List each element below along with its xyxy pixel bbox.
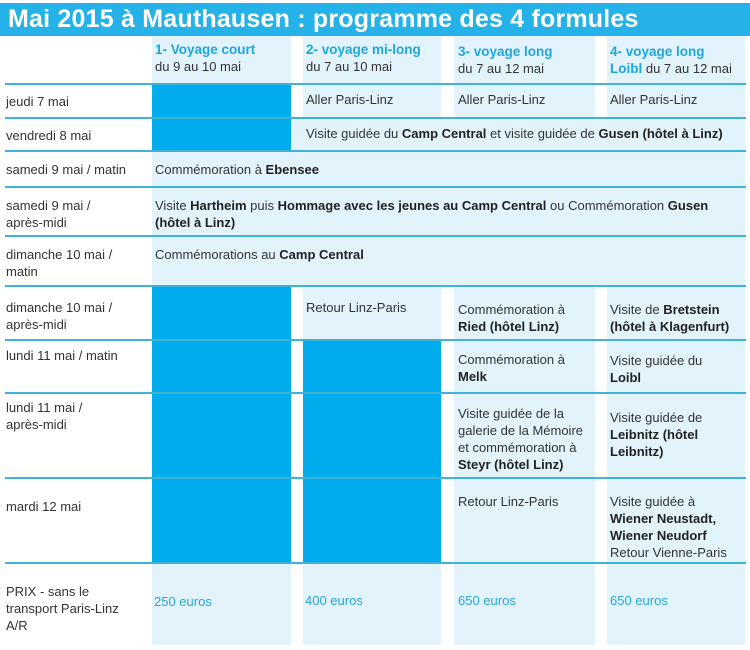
cell-text: Visite Hartheim puis Hommage avec les jeunes au Camp Central ou Commémoration Gusen (hôtel à Linz): [155, 198, 709, 230]
row-divider: [5, 477, 746, 479]
row-divider: [5, 285, 746, 287]
row-label: lundi 11 mai / après-midi: [6, 400, 83, 432]
row-divider: [5, 235, 746, 237]
row-label: jeudi 7 mai: [6, 94, 69, 109]
cell-text: Visite guidée de la galerie de la Mémoire et commémoration à Steyr (hôtel Linz): [458, 406, 584, 472]
cell-text: Visite de Bretstein (hôtel à Klagenfurt): [610, 302, 730, 334]
cell-text: Aller Paris-Linz: [610, 92, 698, 107]
row-divider: [5, 117, 746, 119]
price-value: 650 euros: [610, 593, 668, 608]
excluded-block-col2-bottom: [303, 340, 441, 563]
cell-text: Visite guidée à Wiener Neustadt, Wiener Neudorf Retour Vienne-Paris: [610, 494, 727, 560]
cell-text: Aller Paris-Linz: [458, 92, 546, 107]
row-label: vendredi 8 mai: [6, 128, 92, 143]
cell-text: Commémoration à Ebensee: [155, 162, 320, 177]
cell-text: Retour Linz-Paris: [306, 300, 407, 315]
row-divider: [5, 562, 746, 564]
excluded-block-col1-bottom: [152, 286, 291, 563]
row-divider: [5, 339, 746, 341]
price-value: 250 euros: [154, 594, 212, 609]
column-header-2: 2- voyage mi-long du 7 au 10 mai: [306, 42, 421, 74]
row-label: dimanche 10 mai / matin: [6, 247, 113, 279]
column-header-4: 4- voyage long Loibl du 7 au 12 mai: [610, 44, 732, 76]
cell-text: Retour Linz-Paris: [458, 494, 559, 509]
row-label: dimanche 10 mai / après-midi: [6, 300, 113, 332]
row-divider: [5, 150, 746, 152]
column-header-1: 1- Voyage court du 9 au 10 mai: [155, 42, 256, 74]
price-value: 400 euros: [305, 593, 363, 608]
row-divider: [5, 392, 746, 394]
cell-text: Commémorations au Camp Central: [155, 247, 364, 262]
row-label: mardi 12 mai: [6, 499, 82, 514]
cell-text: Aller Paris-Linz: [306, 92, 394, 107]
row-label: samedi 9 mai / après-midi: [6, 198, 91, 230]
cell-text: Commémoration à Ried (hôtel Linz): [458, 302, 565, 334]
row-divider: [5, 83, 746, 85]
column-header-3: 3- voyage long du 7 au 12 mai: [458, 44, 553, 76]
row-label: samedi 9 mai / matin: [6, 162, 126, 177]
row-divider: [5, 186, 746, 188]
cell-text: Visite guidée du Camp Central et visite guidée de Gusen (hôtel à Linz): [306, 126, 723, 141]
cell-text: Visite guidée du Loibl: [610, 353, 703, 385]
price-value: 650 euros: [458, 593, 516, 608]
price-label: PRIX - sans le transport Paris-Linz A/R: [6, 584, 119, 633]
cell-text: Visite guidée de Leibnitz (hôtel Leibnitz): [610, 410, 703, 459]
cell-text: Commémoration à Melk: [458, 352, 565, 384]
row-label: lundi 11 mai / matin: [6, 348, 118, 363]
page-title: Mai 2015 à Mauthausen : programme des 4 formules: [0, 3, 750, 36]
